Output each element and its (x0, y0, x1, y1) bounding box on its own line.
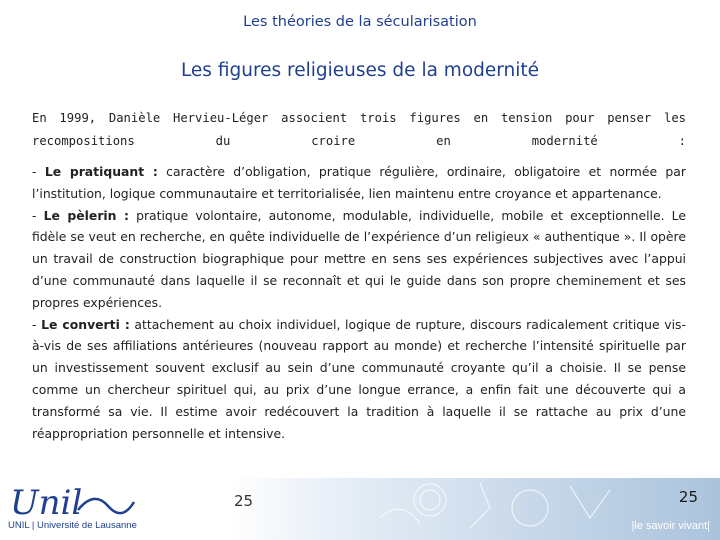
intro-paragraph: En 1999, Danièle Hervieu-Léger associent trois figures en tension pour penser les recompositions du croire en modernité : (32, 111, 686, 148)
page-number: 25 (234, 492, 254, 510)
item-text: pratique volontaire, autonome, modulable, individuelle, mobile et exceptionnelle. Le fidèle se veut en recherche, en quête individuelle de l’expérience d’un religieux « authentique ». Il opère un travail de construction biographique pour mettre en sens ses expériences subjectives avec l’appui d’une communauté dans laquelle il se reconnaît et qui le guide dans son propre cheminement et ses propres expériences. (32, 207, 686, 310)
slide-header: Les théories de la sécularisation (243, 14, 477, 30)
slide-title: Les figures religieuses de la modernité (180, 60, 540, 81)
item-pelerin (32, 205, 686, 314)
svg-text:Unil: Unil (10, 483, 83, 520)
item-dash: - (32, 164, 45, 179)
item-text: attachement au choix individuel, logique de rupture, discours radicalement critique vis-à-vis de ses affiliations antérieures (nouveau rapport au monde) et recherche l’intensité spirituelle par un investissement souvent exclusif au sein d’une communauté croyante qu’il a choisie. Il se pense comme un chercheur spirituel qui, au prix d’une longue errance, a enfin fait une découverte qui a transformé sa vie. Il estime avoir redécouvert la tradition à laquelle il se rattache au prix d’une réappropriation personnelle et intensive. (32, 316, 686, 441)
slogan: |le savoir vivant| (631, 520, 710, 532)
footer-band (230, 478, 720, 540)
item-dash: - (32, 316, 42, 332)
slide-body (32, 107, 686, 444)
item-term: Le pèlerin : (43, 207, 129, 223)
item-text: caractère d’obligation, pratique régulière, ordinaire, obligatoire et normée par l’institution, logique communautaire et territorialisée, lien maintenu entre croyance et appartenance. (32, 164, 686, 201)
band-page-number: 25 (678, 488, 698, 506)
unil-logo-icon (4, 480, 174, 538)
item-term: Le converti : (41, 316, 130, 332)
item-pratiquant (32, 161, 686, 205)
item-term: Le pratiquant : (44, 164, 158, 179)
logo-text: UNIL | Université de Lausanne (8, 520, 137, 531)
item-dash: - (32, 207, 44, 223)
slide-footer (0, 478, 720, 540)
item-converti (32, 314, 686, 445)
